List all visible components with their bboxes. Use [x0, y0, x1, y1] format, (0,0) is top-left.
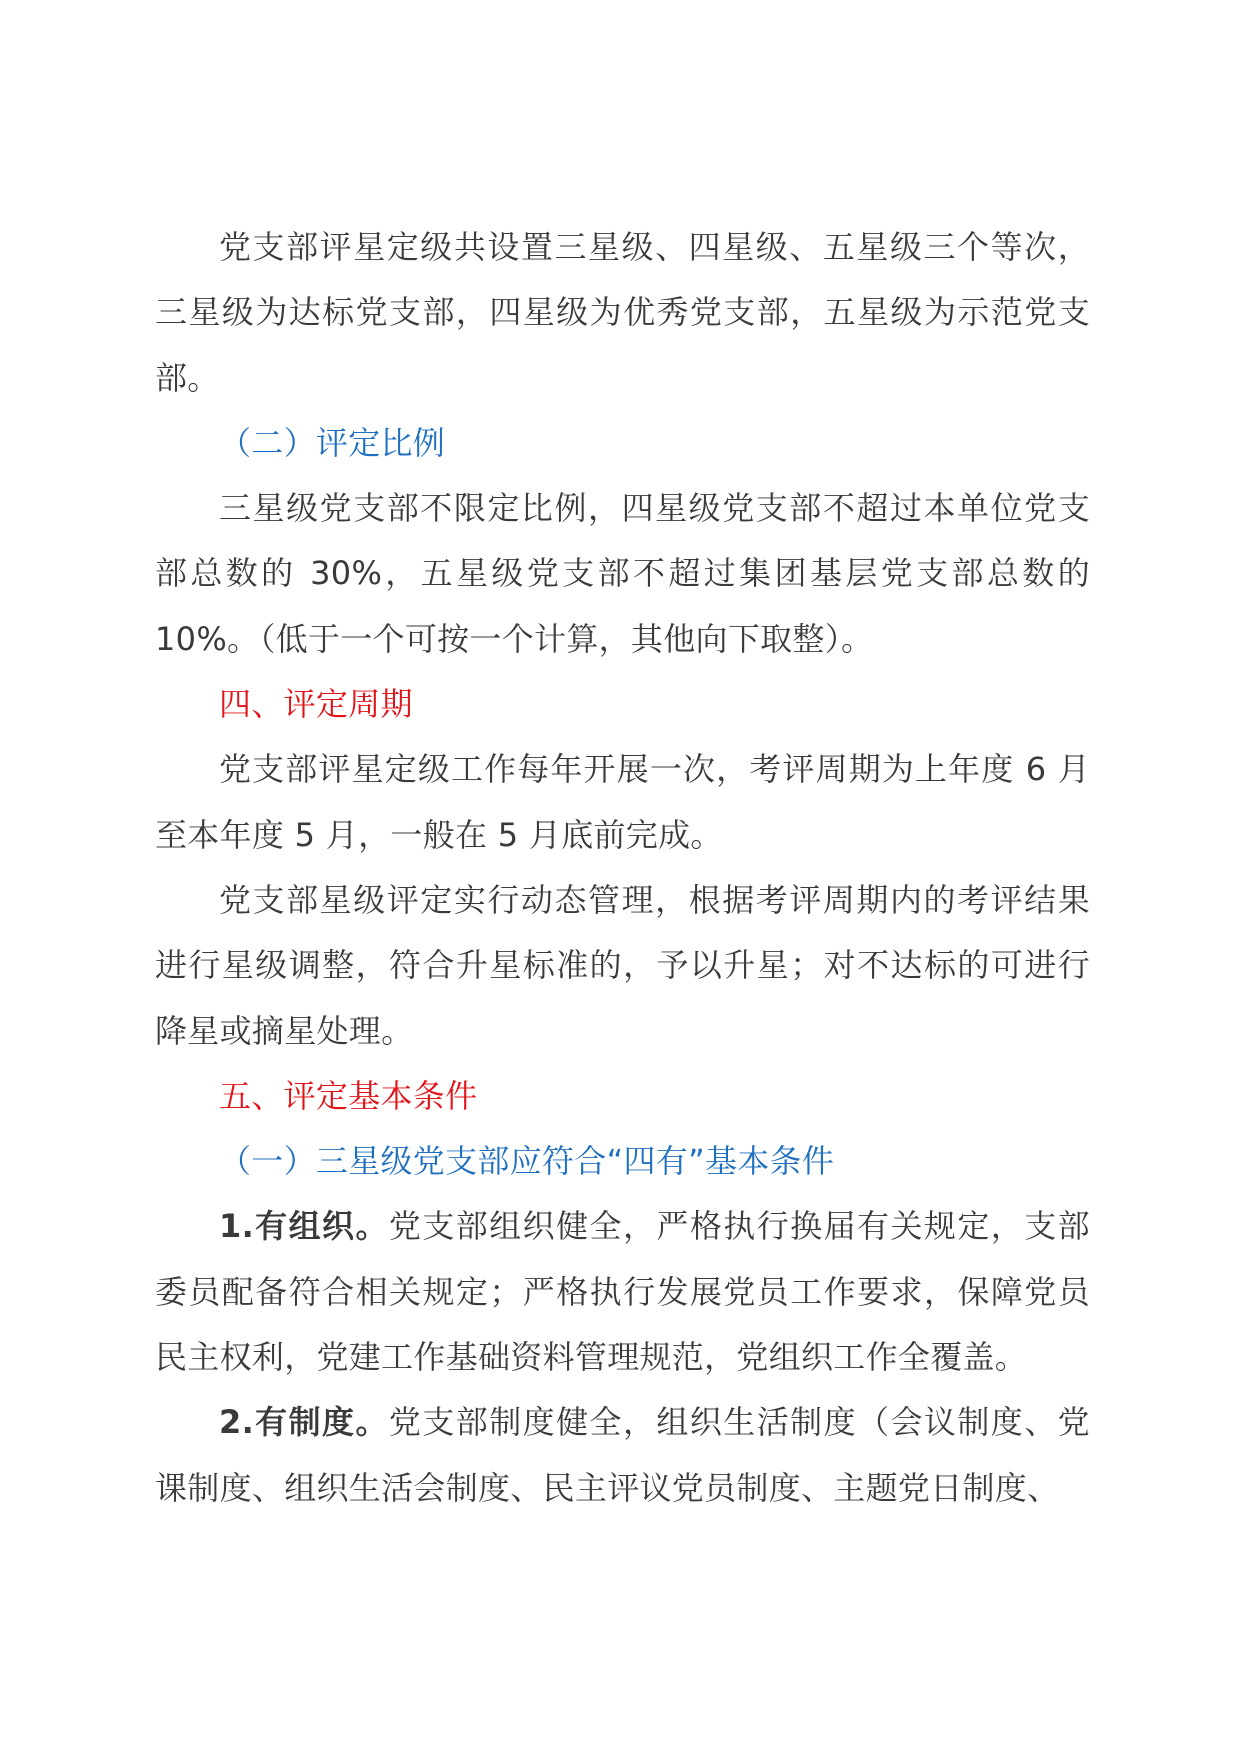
paragraph-cycle-timing: 党支部评星定级工作每年开展一次，考评周期为上年度 6 月至本年度 5 月，一般在 5 月底前完成。: [155, 750, 1090, 854]
lead-has-organization: 1.有组织。: [219, 1207, 389, 1246]
heading-three-star-conditions: （一）三星级党支部应符合“四有”基本条件: [219, 1142, 835, 1181]
document-page: [155, 215, 1090, 1521]
lead-has-system: 2.有制度。: [219, 1403, 389, 1442]
paragraph-has-organization: [155, 1194, 1090, 1390]
paragraph-has-system: [155, 1390, 1090, 1521]
text-has-system: 党支部制度健全，组织生活制度（会议制度、党课制度、组织生活会制度、民主评议党员制度、主题党日制度、: [155, 1403, 1090, 1507]
heading-evaluation-ratio: （二）评定比例: [219, 423, 446, 462]
paragraph-star-levels: 党支部评星定级共设置三星级、四星级、五星级三个等次，三星级为达标党支部，四星级为优秀党支部，五星级为示范党支部。: [155, 228, 1090, 397]
text-has-organization: 党支部组织健全，严格执行换届有关规定，支部委员配备符合相关规定；严格执行发展党员工作要求，保障党员民主权利，党建工作基础资料管理规范，党组织工作全覆盖。: [155, 1207, 1090, 1377]
heading-basic-conditions: 五、评定基本条件: [219, 1076, 478, 1115]
paragraph-dynamic-management: 党支部星级评定实行动态管理，根据考评周期内的考评结果进行星级调整，符合升星标准的，予以升星；对不达标的可进行降星或摘星处理。: [155, 880, 1090, 1050]
heading-evaluation-cycle: 四、评定周期: [219, 685, 413, 724]
paragraph-ratio-rules: 三星级党支部不限定比例，四星级党支部不超过本单位党支部总数的 30%，五星级党支部不超过集团基层党支部总数的 10%。（低于一个可按一个计算，其他向下取整）。: [155, 489, 1090, 658]
